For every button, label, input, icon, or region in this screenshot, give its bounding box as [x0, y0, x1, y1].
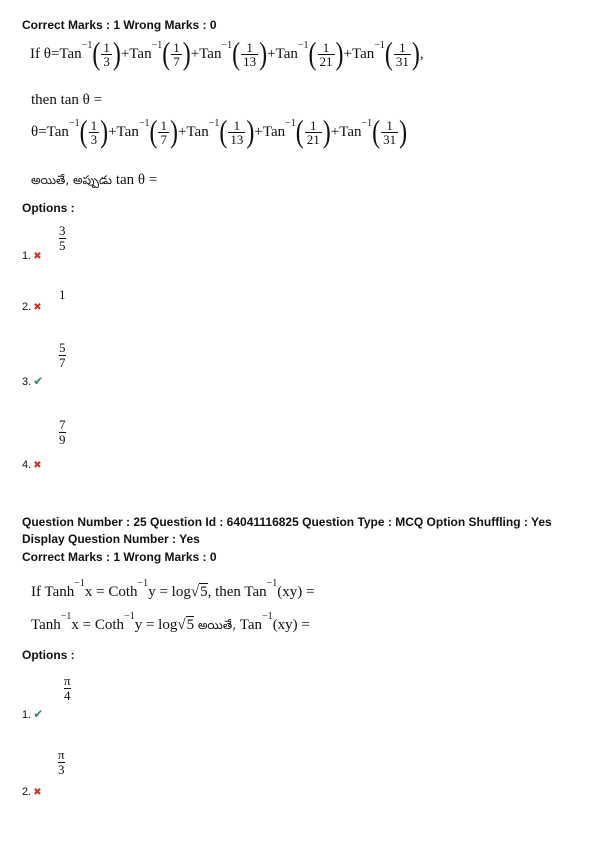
equals: =	[50, 46, 60, 62]
if-word: If	[30, 46, 40, 62]
expr: x = Coth	[84, 584, 138, 600]
fraction: $\frac{1}{31}$	[395, 40, 409, 70]
radicand: 5	[200, 584, 208, 600]
tan-inv: Tan	[59, 46, 82, 62]
fraction: $\frac{1}{13}$	[230, 118, 244, 148]
paren-open: (	[232, 37, 241, 72]
inv-sup: −1	[60, 611, 72, 622]
plus: +	[120, 46, 130, 62]
tan: Tan	[239, 617, 263, 633]
cross-icon: ✖	[33, 251, 42, 262]
paren-open: (	[79, 115, 88, 150]
cross-icon: ✖	[33, 787, 42, 798]
paren-close: )	[246, 115, 255, 150]
q24-then-line: then tan θ =	[31, 92, 103, 108]
paren-close: )	[411, 37, 420, 72]
inv-sup: −1	[374, 40, 385, 51]
theta: θ	[43, 46, 51, 62]
tan-inv: Tan	[186, 124, 209, 140]
option-number: 1. ✔	[22, 707, 44, 721]
q24-question-telugu-formula	[31, 115, 408, 150]
paren-close: )	[399, 115, 408, 150]
option-number: 1. ✖	[22, 250, 42, 262]
then-text: , then Tan	[207, 584, 267, 600]
q25-header: Question Number : 25 Question Id : 64041116825 Question Type : MCQ Option Shuffling : Yes	[22, 515, 552, 529]
fraction: $\frac{1}{13}$	[243, 40, 257, 70]
comma: ,	[419, 46, 424, 62]
tan-inv: Tan	[129, 46, 152, 62]
inv-sup: −1	[297, 40, 309, 51]
fraction: $\frac{1}{7}$	[173, 40, 180, 70]
plus: +	[108, 124, 117, 140]
fraction: $\frac{1}{7}$	[160, 118, 167, 148]
q25-options-label: Options :	[22, 648, 75, 662]
q25-question-telugu	[31, 611, 310, 635]
paren-open: (	[372, 115, 381, 150]
sqrt-sign: √	[190, 584, 200, 600]
tan-inv: Tan	[351, 46, 375, 62]
plus: +	[343, 46, 352, 62]
plus: +	[330, 124, 340, 140]
option-value[interactable]: π 3	[58, 747, 65, 777]
paren-close: )	[169, 115, 178, 150]
expr: y = log	[148, 584, 191, 600]
option-number: 2. ✖	[22, 786, 42, 798]
tanh: Tanh	[31, 617, 61, 633]
paren-open: (	[149, 115, 158, 150]
option-value[interactable]: π 4	[64, 673, 71, 703]
cross-icon: ✖	[33, 460, 42, 471]
inv-sup: −1	[137, 578, 149, 589]
paren-close: )	[259, 37, 268, 72]
option-value[interactable]: 1	[59, 287, 66, 302]
inv-sup: −1	[81, 40, 93, 51]
q24-marks: Correct Marks : 1 Wrong Marks : 0	[22, 18, 217, 32]
fraction: $\frac{1}{21}$	[319, 40, 333, 70]
expr: x = Coth	[71, 617, 125, 633]
fraction: $\frac{1}{21}$	[306, 118, 320, 148]
plus: +	[190, 46, 200, 62]
inv-sup: −1	[285, 118, 296, 129]
paren-open: (	[308, 37, 317, 72]
paren-open: (	[219, 115, 228, 150]
tanh: Tanh	[44, 584, 75, 600]
tan-inv: Tan	[262, 124, 286, 140]
q25-question-english	[31, 578, 314, 601]
inv-sup: −1	[262, 611, 273, 622]
theta: θ	[31, 124, 39, 140]
inv-sup: −1	[208, 118, 220, 129]
telugu-text: అయితే,	[197, 618, 237, 632]
inv-sup: −1	[221, 40, 233, 51]
q25-display: Display Question Number : Yes	[22, 532, 200, 546]
fraction: $\frac{1}{3}$	[103, 40, 110, 70]
paren-close: )	[112, 37, 121, 72]
option-value[interactable]: 5 7	[59, 340, 66, 370]
tan-theta: tan θ =	[115, 172, 158, 188]
q25-marks: Correct Marks : 1 Wrong Marks : 0	[22, 550, 217, 564]
option-value[interactable]: 7 9	[59, 417, 66, 447]
paren-close: )	[182, 37, 191, 72]
q24-options-label: Options :	[22, 201, 75, 215]
plus: +	[267, 46, 276, 62]
if-word: If	[31, 584, 41, 600]
inv-sup: −1	[68, 118, 80, 129]
q24-telugu-tail	[31, 172, 157, 190]
tan-inv: Tan	[46, 124, 69, 140]
inv-sup: −1	[151, 40, 163, 51]
paren-open: (	[92, 37, 101, 72]
option-number: 4. ✖	[22, 459, 42, 471]
plus: +	[177, 124, 187, 140]
xy: (xy) =	[277, 584, 315, 600]
xy: (xy) =	[272, 617, 310, 633]
option-number: 3. ✔	[22, 374, 44, 388]
radicand: 5	[186, 617, 195, 633]
paren-close: )	[322, 115, 331, 150]
sqrt-sign: √	[177, 617, 186, 633]
telugu-text: అయితే, అప్పుడు	[31, 173, 113, 187]
plus: +	[254, 124, 263, 140]
tan-inv: Tan	[339, 124, 362, 140]
inv-sup: −1	[124, 611, 135, 622]
tan-inv: Tan	[116, 124, 139, 140]
inv-sup: −1	[361, 118, 373, 129]
option-number: 2. ✖	[22, 301, 42, 313]
paren-open: (	[384, 37, 393, 72]
q24-question-english	[30, 37, 424, 72]
tan-inv: Tan	[199, 46, 222, 62]
paren-open: (	[162, 37, 171, 72]
equals: =	[38, 124, 47, 140]
option-value[interactable]: 3 5	[59, 223, 66, 253]
check-icon: ✔	[33, 707, 44, 721]
inv-sup: −1	[74, 578, 85, 589]
inv-sup: −1	[138, 118, 150, 129]
paren-close: )	[100, 115, 109, 150]
expr: y = log	[134, 617, 178, 633]
fraction: $\frac{1}{3}$	[90, 118, 98, 148]
paren-open: (	[295, 115, 304, 150]
tan-inv: Tan	[275, 46, 298, 62]
fraction: $\frac{1}{31}$	[383, 118, 397, 148]
cross-icon: ✖	[33, 302, 42, 313]
inv-sup: −1	[266, 578, 278, 589]
paren-close: )	[335, 37, 344, 72]
check-icon: ✔	[33, 374, 44, 388]
